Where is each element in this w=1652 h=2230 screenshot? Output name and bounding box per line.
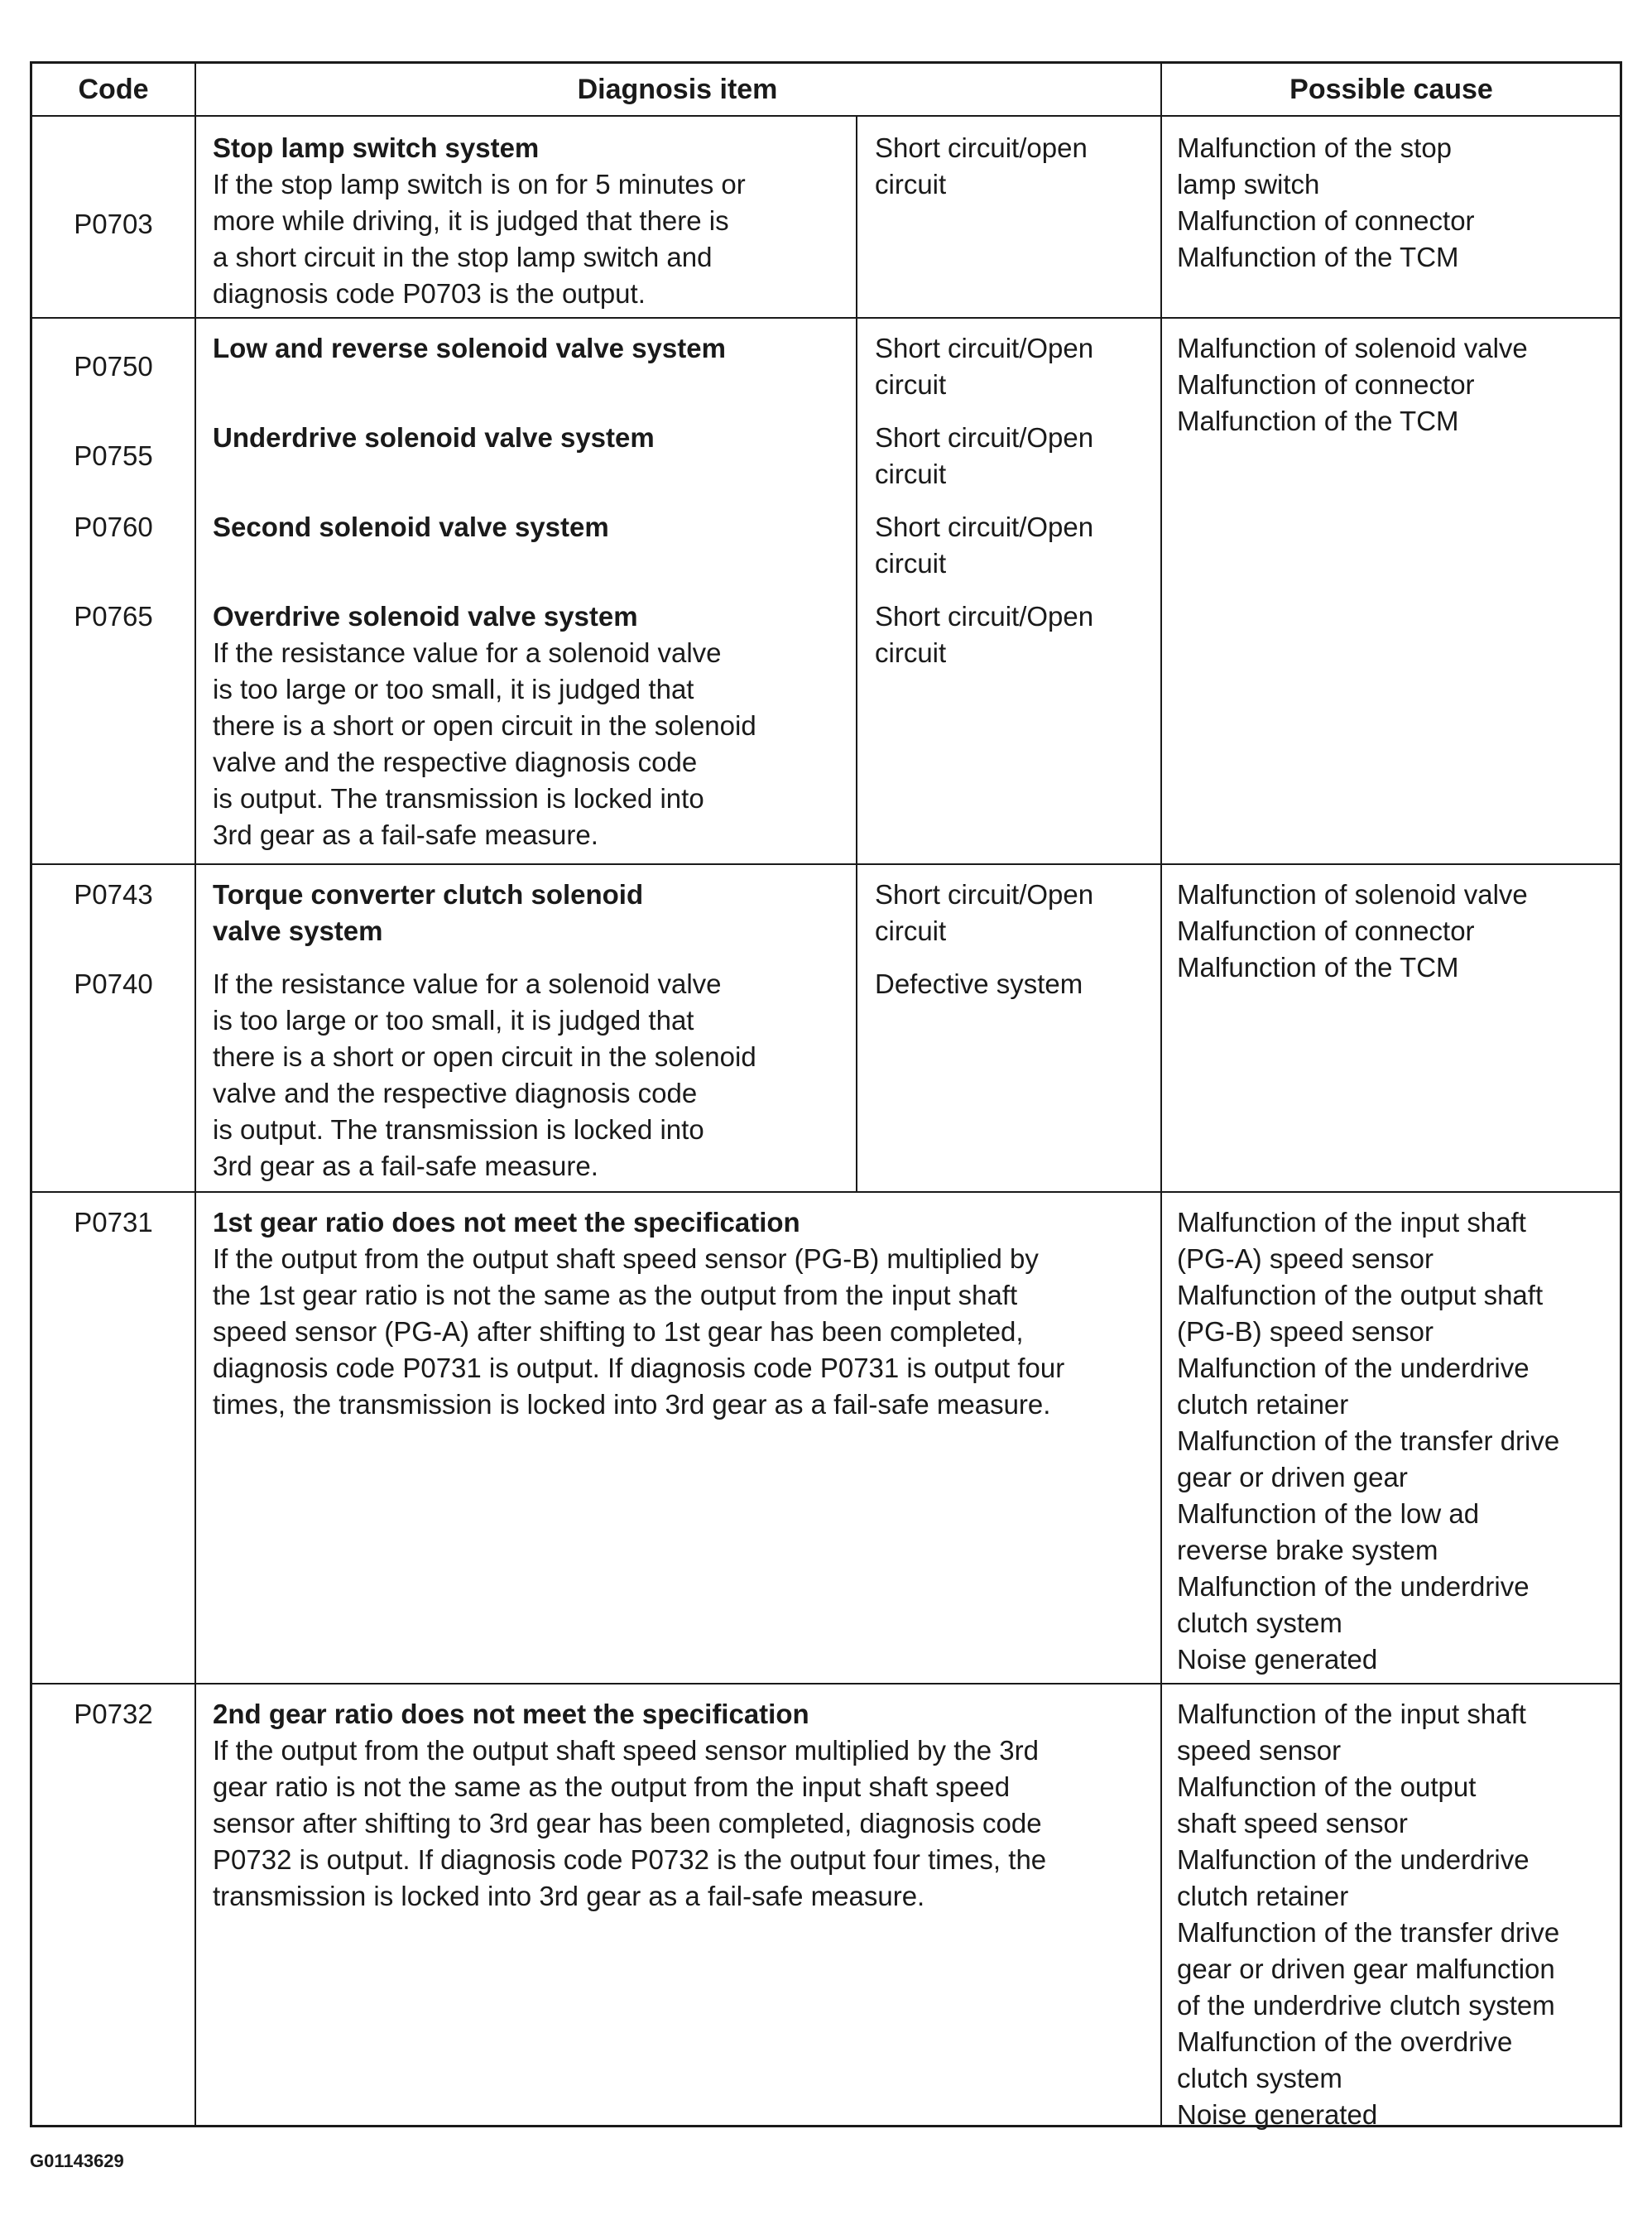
column-divider xyxy=(194,64,196,2127)
header-possible-cause: Possible cause xyxy=(1289,74,1493,105)
row-divider xyxy=(32,863,1620,865)
diagnosis-title: 1st gear ratio does not meet the specification xyxy=(213,1207,800,1238)
condition-cell: Short circuit/Open circuit xyxy=(875,879,1094,946)
condition-cell: Short circuit/Open circuit xyxy=(875,422,1094,489)
code-cell: P0743 xyxy=(74,879,153,910)
condition-cell: Short circuit/Open circuit xyxy=(875,601,1094,668)
condition-cell: Short circuit/Open circuit xyxy=(875,512,1094,579)
possible-cause-cell: Malfunction of the stop lamp switch Malfunction of connector Malfunction of the TCM xyxy=(1177,132,1475,272)
diagnosis-title: 2nd gear ratio does not meet the specification xyxy=(213,1699,809,1729)
code-cell: P0765 xyxy=(74,601,153,632)
possible-cause-cell: Malfunction of solenoid valve Malfunction of connector Malfunction of the TCM xyxy=(1177,879,1528,983)
diagnosis-description: If the stop lamp switch is on for 5 minutes or more while driving, it is judged that there is a short circuit in the stop lamp switch and diagnosis code P0703 is the output. xyxy=(213,169,746,309)
code-cell: P0703 xyxy=(74,209,153,239)
diagnosis-title: Overdrive solenoid valve system xyxy=(213,601,638,632)
diagnosis-title: Stop lamp switch system xyxy=(213,132,540,163)
header-diagnosis-item: Diagnosis item xyxy=(577,74,778,105)
diagnosis-title: Underdrive solenoid valve system xyxy=(213,422,655,453)
code-cell: P0740 xyxy=(74,968,153,999)
diagnosis-title: Second solenoid valve system xyxy=(213,512,609,542)
figure-id: G01143629 xyxy=(30,2151,124,2171)
row-divider xyxy=(32,317,1620,319)
condition-cell: Defective system xyxy=(875,968,1083,999)
code-cell: P0755 xyxy=(74,440,153,471)
diagnosis-description: If the output from the output shaft speed sensor multiplied by the 3rd gear ratio is not the same as the output from the input shaft speed sensor after shifting to 3rd gear has been completed, diagnosis code P0732 is output. If diagnosis code P0732 is the output four times, the transmission is locked into 3rd gear as a fail-safe measure. xyxy=(213,1735,1047,1911)
possible-cause-cell: Malfunction of the input shaft speed sensor Malfunction of the output shaft speed sensor Malfunction of the underdrive clutch retainer Malfunction of the transfer drive gear or driven gear malfunction of the underdrive clutch system Malfunction of the overdrive clutch system Noise generated xyxy=(1177,1699,1560,2130)
code-cell: P0750 xyxy=(74,351,153,382)
header-code: Code xyxy=(78,74,149,105)
diagnosis-description: If the resistance value for a solenoid valve is too large or too small, it is judged that there is a short or open circuit in the solenoid valve and the respective diagnosis code is output. The transmission is locked into 3rd gear as a fail-safe measure. xyxy=(213,968,756,1181)
diagnosis-table xyxy=(30,61,1622,2130)
possible-cause-cell: Malfunction of solenoid valve Malfunction of connector Malfunction of the TCM xyxy=(1177,333,1528,436)
row-divider xyxy=(32,1191,1620,1193)
diagnosis-title: Low and reverse solenoid valve system xyxy=(213,333,726,363)
diagnosis-description: If the output from the output shaft speed sensor (PG-B) multiplied by the 1st gear ratio is not the same as the output from the input shaft speed sensor (PG-A) after shifting to 1st gear has been completed, diagnosis code P0731 is output. If diagnosis code P0731 is output four times, the transmission is locked into 3rd gear as a fail-safe measure. xyxy=(213,1243,1065,1420)
condition-cell: Short circuit/open circuit xyxy=(875,132,1088,199)
column-divider xyxy=(1160,64,1162,2127)
row-divider xyxy=(32,1683,1620,1685)
code-cell: P0731 xyxy=(74,1207,153,1238)
diagnosis-title: Torque converter clutch solenoid valve system xyxy=(213,879,644,946)
header-divider xyxy=(32,115,1620,117)
column-divider xyxy=(856,115,857,1191)
diagnosis-description: If the resistance value for a solenoid valve is too large or too small, it is judged that there is a short or open circuit in the solenoid valve and the respective diagnosis code is output. The transmission is locked into 3rd gear as a fail-safe measure. xyxy=(213,637,756,850)
code-cell: P0732 xyxy=(74,1699,153,1729)
condition-cell: Short circuit/Open circuit xyxy=(875,333,1094,400)
possible-cause-cell: Malfunction of the input shaft (PG-A) speed sensor Malfunction of the output shaft (PG-B) speed sensor Malfunction of the underdrive clutch retainer Malfunction of the transfer drive gear or driven gear Malfunction of the low ad reverse brake system Malfunction of the underdrive clutch system Noise generated xyxy=(1177,1207,1560,1675)
code-cell: P0760 xyxy=(74,512,153,542)
